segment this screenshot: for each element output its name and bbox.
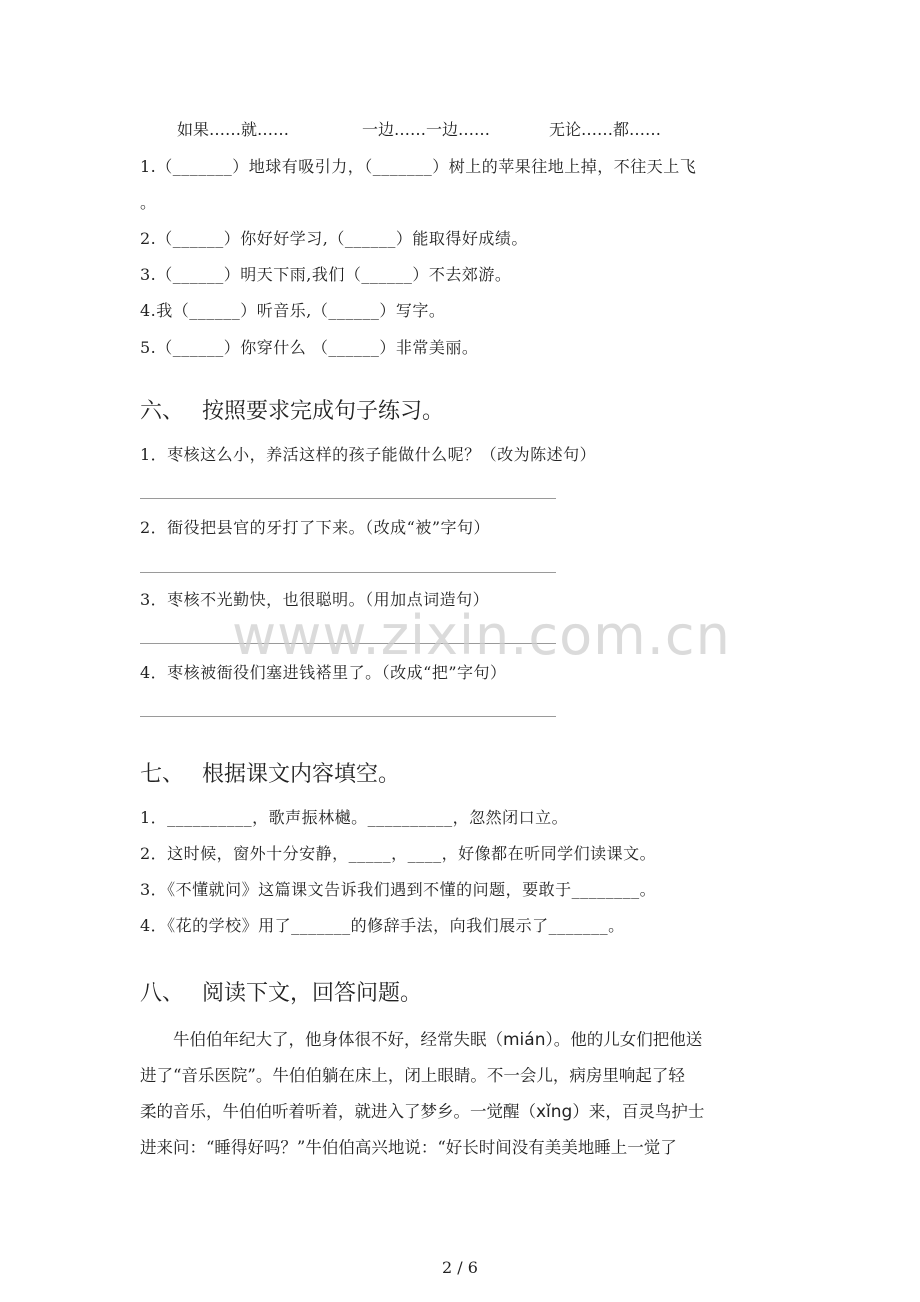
pinyin-xing: xǐng <box>536 1102 573 1122</box>
page-number: 2 / 6 <box>442 1258 478 1277</box>
recall-item-3: 3．《不懂就问》这篇课文告诉我们遇到不懂的问题，要敢于________。 <box>140 880 657 899</box>
recall-item-1: 1．__________，歌声振林樾。__________，忽然闭口立。 <box>140 808 569 827</box>
section-7-number: 七、 <box>140 762 185 787</box>
passage-line-1: 牛伯伯年纪大了，他身体很不好，经常失眠（mián）。他的儿女们把他送 <box>173 1030 703 1050</box>
recall-item-4: 4．《花的学校》用了_______的修辞手法，向我们展示了_______。 <box>140 916 625 935</box>
passage-line-2: 进了“音乐医院”。牛伯伯躺在床上，闭上眼睛。不一会儿，病房里响起了轻 <box>140 1066 685 1085</box>
sentence-item-4: 4．枣核被衙役们塞进钱褡里了。（改成“把”字句） <box>140 663 507 682</box>
fill-item-4: 4.我（______）听音乐,（______）写字。 <box>140 301 446 320</box>
section-8-title: 阅读下文，回答问题。 <box>202 981 423 1006</box>
section-8-heading <box>140 980 422 1008</box>
option-wulun-dou: 无论……都…… <box>549 120 662 139</box>
fill-item-1: 1.（_______）地球有吸引力，（_______）树上的苹果往地上掉，不往天上飞 <box>140 157 697 176</box>
answer-line <box>140 716 556 717</box>
passage-line-3: 柔的音乐，牛伯伯听着听着，就进入了梦乡。一觉醒（xǐng）来，百灵鸟护士 <box>140 1102 705 1122</box>
section-6-title: 按照要求完成句子练习。 <box>202 399 445 424</box>
watermark: www.zixin.com.cn <box>232 604 731 667</box>
option-yibian-yibian: 一边……一边…… <box>362 120 491 139</box>
section-6-heading <box>140 398 444 426</box>
sentence-item-2: 2．衙役把县官的牙打了下来。（改成“被”字句） <box>140 518 491 537</box>
pinyin-mian: mián <box>503 1030 546 1050</box>
section-7-title: 根据课文内容填空。 <box>202 762 401 787</box>
fill-item-3: 3.（______）明天下雨,我们（______）不去郊游。 <box>140 265 512 284</box>
fill-item-1-continued: 。 <box>140 193 157 212</box>
section-8-number: 八、 <box>140 981 185 1006</box>
option-ruguo-jiu: 如果……就…… <box>177 120 290 139</box>
answer-line <box>140 498 556 499</box>
section-6-number: 六、 <box>140 399 185 424</box>
answer-line <box>140 572 556 573</box>
fill-item-2: 2.（______）你好好学习,（______）能取得好成绩。 <box>140 229 528 248</box>
passage-line-4: 进来问：“睡得好吗？”牛伯伯高兴地说：“好长时间没有美美地睡上一觉了 <box>140 1138 677 1157</box>
sentence-item-1: 1．枣核这么小，养活这样的孩子能做什么呢？（改为陈述句） <box>140 445 597 464</box>
section-7-heading <box>140 761 400 789</box>
fill-item-5: 5.（______）你穿什么 （______）非常美丽。 <box>140 338 479 357</box>
recall-item-2: 2．这时候，窗外十分安静，_____，____，好像都在听同学们读课文。 <box>140 844 657 863</box>
reading-passage <box>140 1022 772 1166</box>
sentence-item-3: 3．枣核不光勤快，也很聪明。（用加点词造句） <box>140 590 490 609</box>
